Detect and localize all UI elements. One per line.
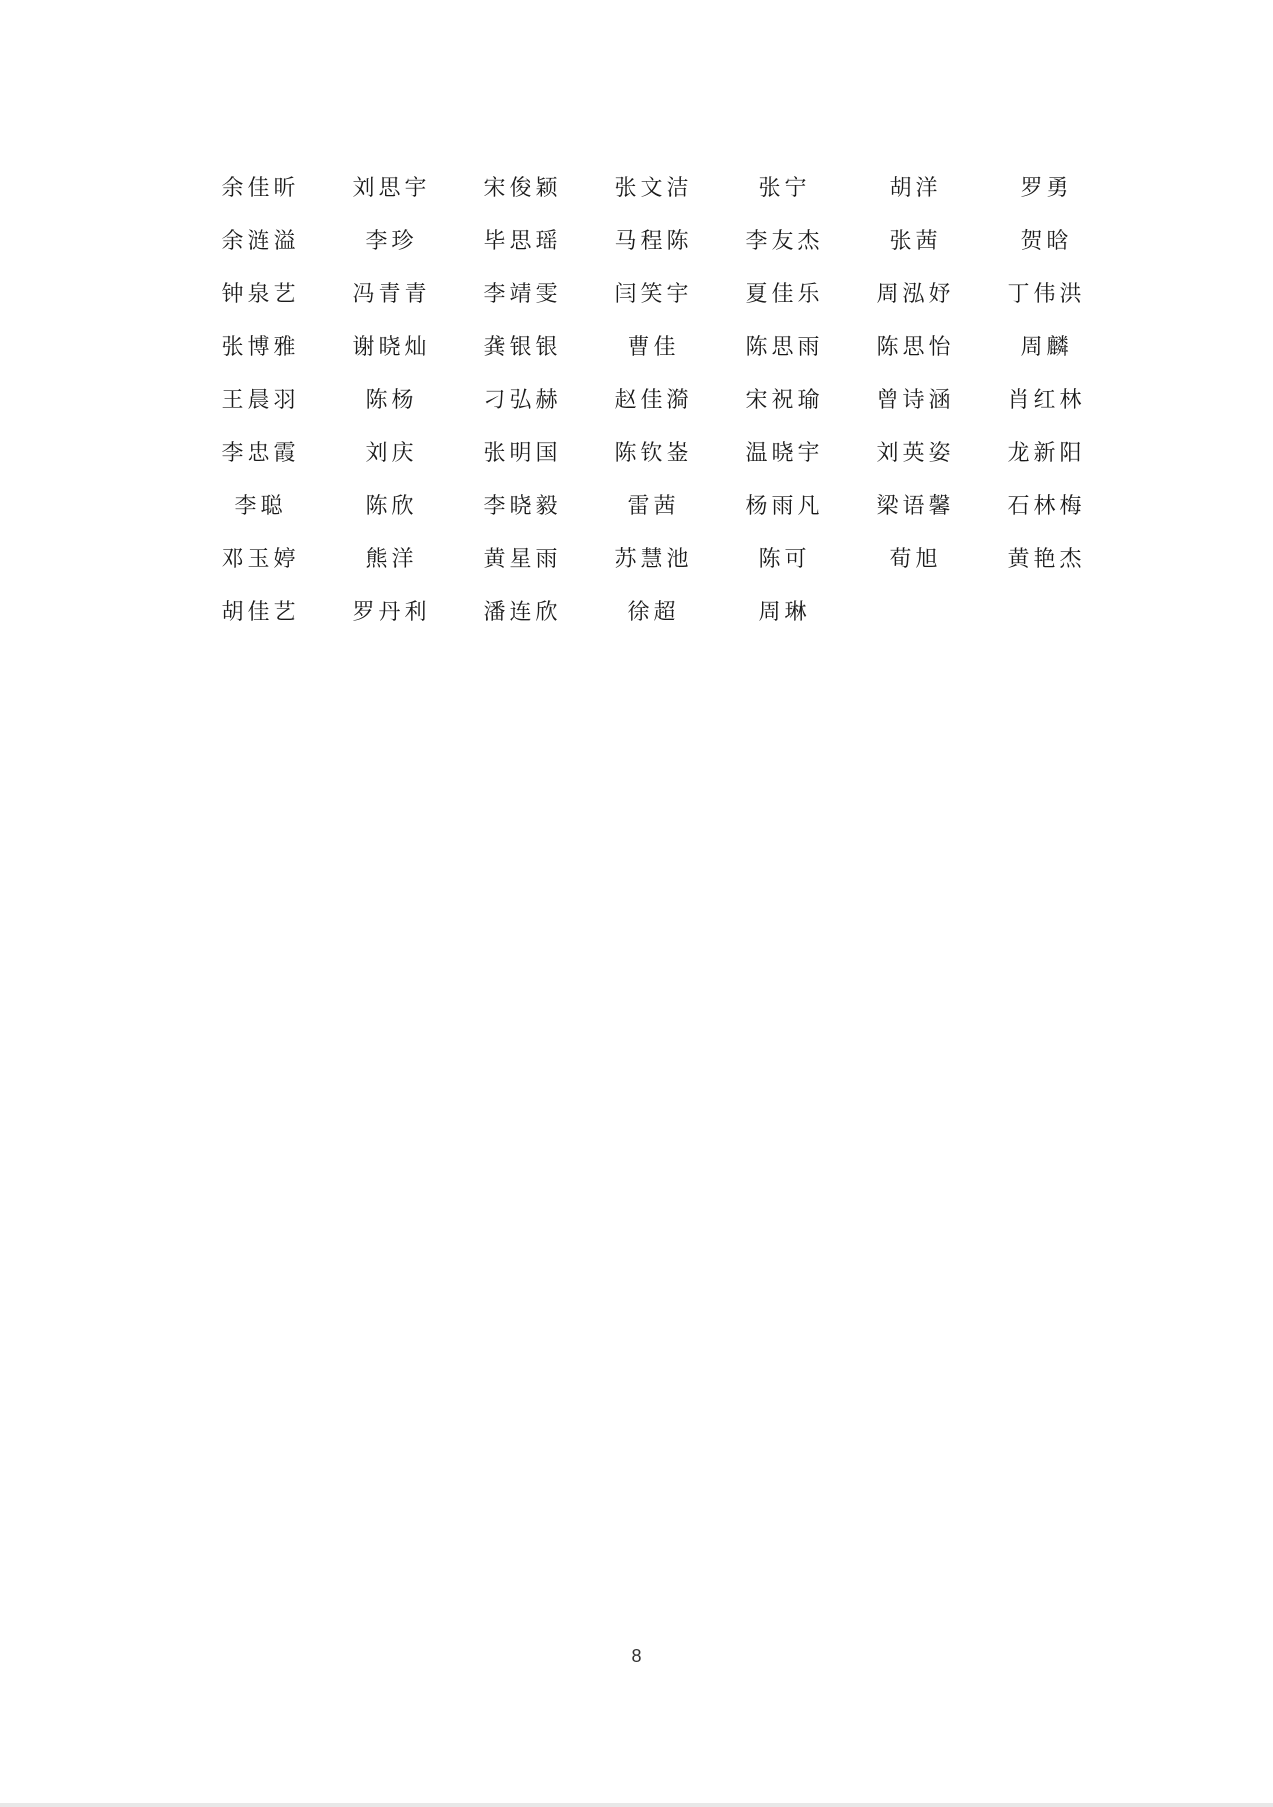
name-entry: 赵佳漪 — [614, 387, 693, 413]
name-entry: 黄星雨 — [483, 546, 562, 572]
name-entry: 马程陈 — [614, 228, 693, 254]
name-entry: 张文洁 — [614, 175, 693, 201]
name-entry: 胡佳艺 — [221, 599, 300, 625]
name-entry: 龙新阳 — [1007, 440, 1086, 466]
name-entry: 闫笑宇 — [614, 281, 693, 307]
name-entry: 张明国 — [483, 440, 562, 466]
name-entry: 钟泉艺 — [221, 281, 300, 307]
name-entry: 李聪 — [234, 493, 287, 519]
name-entry: 荀旭 — [889, 546, 942, 572]
name-entry: 陈杨 — [365, 387, 418, 413]
name-entry: 王晨羽 — [221, 387, 300, 413]
name-entry: 贺晗 — [1020, 228, 1073, 254]
name-entry: 夏佳乐 — [745, 281, 824, 307]
name-entry: 曹佳 — [627, 334, 680, 360]
name-entry: 宋祝瑜 — [745, 387, 824, 413]
name-entry: 陈思雨 — [745, 334, 824, 360]
name-entry: 丁伟洪 — [1007, 281, 1086, 307]
name-entry: 陈可 — [758, 546, 811, 572]
name-entry: 李友杰 — [745, 228, 824, 254]
name-entry: 毕思瑶 — [483, 228, 562, 254]
page-bottom-divider — [0, 1803, 1273, 1807]
name-entry: 肖红林 — [1007, 387, 1086, 413]
name-entry: 罗丹利 — [352, 599, 431, 625]
name-entry: 刁弘赫 — [483, 387, 562, 413]
name-entry: 罗勇 — [1020, 175, 1073, 201]
name-entry: 余涟溢 — [221, 228, 300, 254]
name-entry: 黄艳杰 — [1007, 546, 1086, 572]
name-entry: 李忠霞 — [221, 440, 300, 466]
name-entry: 周泓妤 — [876, 281, 955, 307]
name-entry: 宋俊颖 — [483, 175, 562, 201]
name-entry: 张博雅 — [221, 334, 300, 360]
name-entry: 李珍 — [365, 228, 418, 254]
name-entry: 周麟 — [1020, 334, 1073, 360]
name-entry: 陈钦崟 — [614, 440, 693, 466]
name-entry: 张宁 — [758, 175, 811, 201]
name-entry: 曾诗涵 — [876, 387, 955, 413]
name-entry: 刘思宇 — [352, 175, 431, 201]
name-entry: 龚银银 — [483, 334, 562, 360]
name-entry: 熊洋 — [365, 546, 418, 572]
name-entry: 杨雨凡 — [745, 493, 824, 519]
name-entry: 刘英姿 — [876, 440, 955, 466]
name-entry: 徐超 — [627, 599, 680, 625]
name-entry: 陈欣 — [365, 493, 418, 519]
name-entry: 梁语馨 — [876, 493, 955, 519]
name-entry: 雷茜 — [627, 493, 680, 519]
name-entry: 潘连欣 — [483, 599, 562, 625]
name-entry: 余佳昕 — [221, 175, 300, 201]
name-entry: 李晓毅 — [483, 493, 562, 519]
page-number: 8 — [631, 1646, 642, 1666]
name-entry: 刘庆 — [365, 440, 418, 466]
name-entry: 张茜 — [889, 228, 942, 254]
name-entry: 冯青青 — [352, 281, 431, 307]
name-entry: 苏慧池 — [614, 546, 693, 572]
name-entry: 周琳 — [758, 599, 811, 625]
name-list — [193, 162, 1086, 639]
name-entry: 邓玉婷 — [221, 546, 300, 572]
name-entry: 陈思怡 — [876, 334, 955, 360]
name-entry: 李靖雯 — [483, 281, 562, 307]
name-entry: 胡洋 — [889, 175, 942, 201]
name-entry: 温晓宇 — [745, 440, 824, 466]
name-entry: 谢晓灿 — [352, 334, 431, 360]
name-entry: 石林梅 — [1007, 493, 1086, 519]
